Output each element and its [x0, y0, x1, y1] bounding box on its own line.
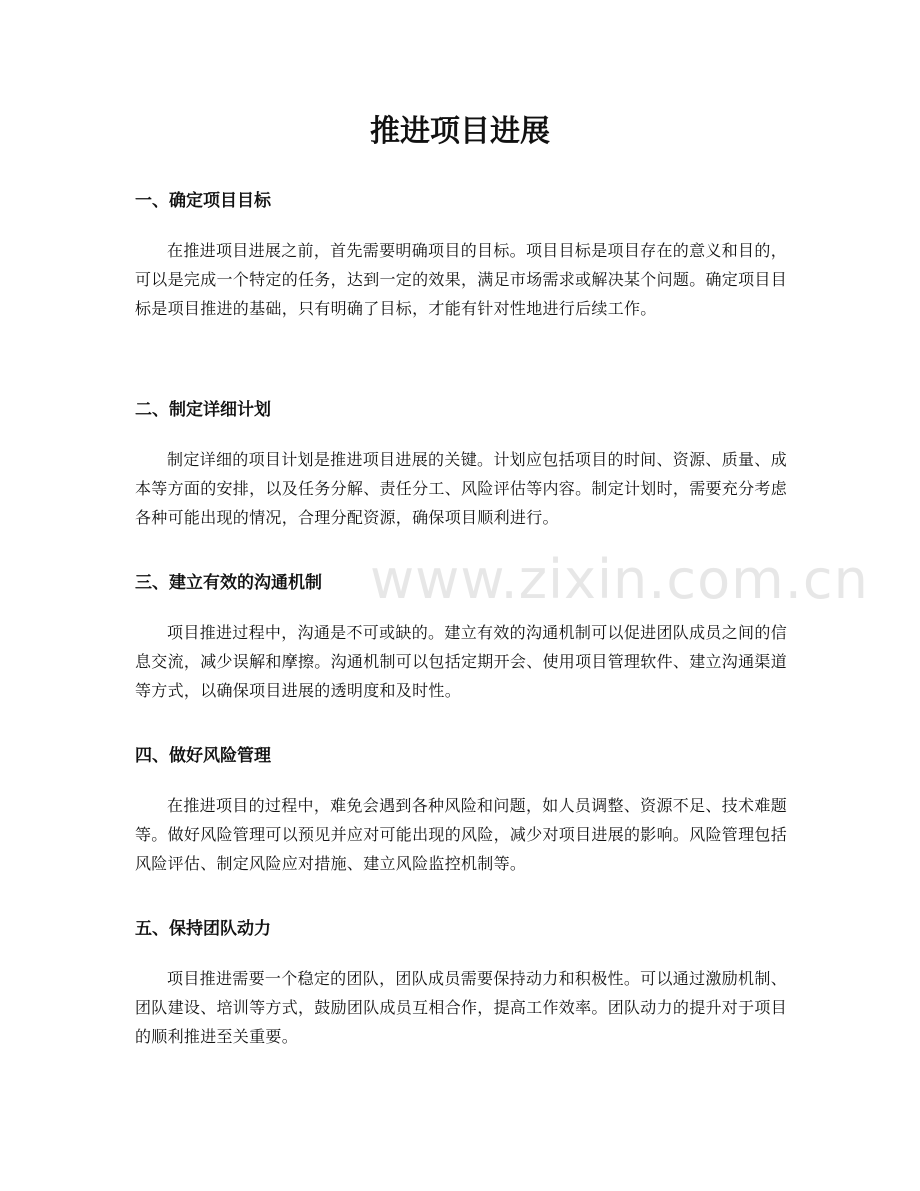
section-heading-1: 一、确定项目目标	[135, 191, 271, 211]
page-title: 推进项目进展	[370, 114, 550, 149]
section-heading-2: 二、制定详细计划	[135, 400, 271, 420]
section-heading-4: 四、做好风险管理	[135, 746, 271, 766]
section-paragraph-3: 项目推进过程中，沟通是不可或缺的。建立有效的沟通机制可以促进团队成员之间的信息交流，减少误解和摩擦。沟通机制可以包括定期开会、使用项目管理软件、建立沟通渠道等方式，以确保项目进展的透明度和及时性。	[135, 623, 788, 700]
section-paragraph-5: 项目推进需要一个稳定的团队，团队成员需要保持动力和积极性。可以通过激励机制、团队建设、培训等方式，鼓励团队成员互相合作，提高工作效率。团队动力的提升对于项目的顺利推进至关重要。	[135, 969, 788, 1046]
watermark: www.zixin.com.cn	[370, 548, 869, 611]
section-heading-5: 五、保持团队动力	[135, 919, 271, 939]
section-paragraph-1: 在推进项目进展之前，首先需要明确项目的目标。项目目标是项目存在的意义和目的，可以是完成一个特定的任务，达到一定的效果，满足市场需求或解决某个问题。确定项目目标是项目推进的基础，只有明确了目标，才能有针对性地进行后续工作。	[135, 241, 788, 318]
section-paragraph-4: 在推进项目的过程中，难免会遇到各种风险和问题，如人员调整、资源不足、技术难题等。做好风险管理可以预见并应对可能出现的风险，减少对项目进展的影响。风险管理包括风险评估、制定风险应对措施、建立风险监控机制等。	[135, 796, 788, 873]
section-paragraph-2: 制定详细的项目计划是推进项目进展的关键。计划应包括项目的时间、资源、质量、成本等方面的安排，以及任务分解、责任分工、风险评估等内容。制定计划时，需要充分考虑各种可能出现的情况，合理分配资源，确保项目顺利进行。	[135, 450, 788, 527]
section-heading-3: 三、建立有效的沟通机制	[135, 573, 322, 593]
